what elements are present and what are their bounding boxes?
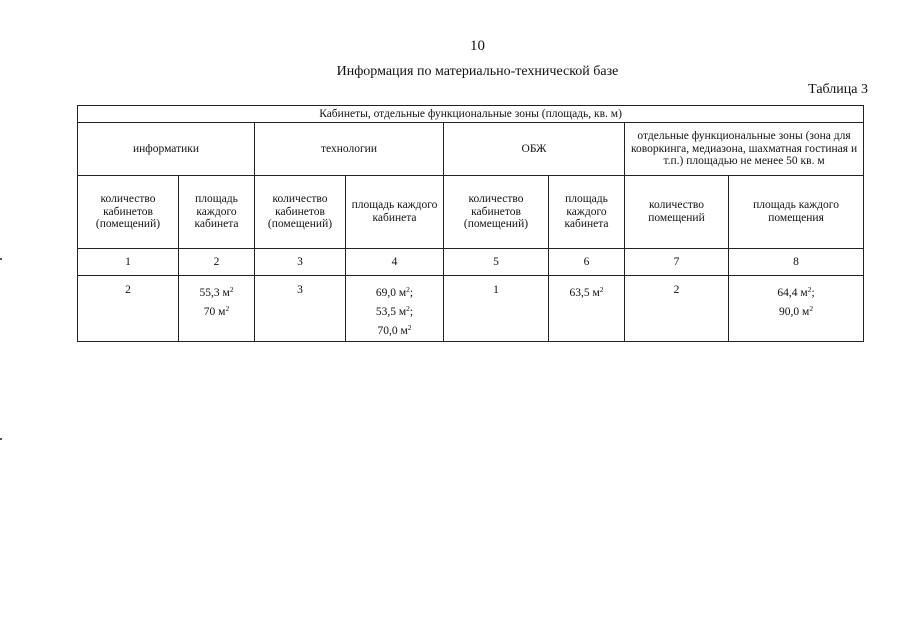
group-header-obzh: ОБЖ [444, 123, 625, 176]
data-cell-zones-area [729, 276, 864, 342]
area-value: 63,5 $м^2$ [569, 285, 604, 299]
data-cell-technology-count: 3 [255, 276, 346, 342]
column-number: 6 [549, 249, 625, 276]
data-cell-informatics-area [179, 276, 255, 342]
subheader-cell: количество кабинетов (помещений) [78, 176, 179, 249]
area-value: 70 $м^2$ [203, 303, 230, 318]
scan-edge-mark [0, 258, 2, 260]
area-value: 55,3 $м^2$ [199, 285, 234, 299]
data-cell-informatics-count: 2 [78, 276, 179, 342]
subheader-cell: площадь каждого кабинета [346, 176, 444, 249]
data-cell-obzh-count: 1 [444, 276, 549, 342]
subheader-cell: площадь каждого помещения [729, 176, 864, 249]
subheader-cell: количество кабинетов (помещений) [444, 176, 549, 249]
data-cell-obzh-area [549, 276, 625, 342]
subheader-cell: количество помещений [625, 176, 729, 249]
column-number: 7 [625, 249, 729, 276]
column-number: 4 [346, 249, 444, 276]
area-value: 90,0 $м^2$ [779, 303, 814, 318]
subheader-cell: площадь каждого кабинета [179, 176, 255, 249]
group-header-informatics: информатики [78, 123, 255, 176]
material-base-table [77, 105, 864, 342]
document-title: Информация по материально-технической базе [336, 64, 619, 79]
column-number: 5 [444, 249, 549, 276]
table-main-header: Кабинеты, отдельные функциональные зоны (площадь, кв. м) [78, 106, 864, 123]
subheader-cell: количество кабинетов (помещений) [255, 176, 346, 249]
column-number: 2 [179, 249, 255, 276]
area-value: 64,4 $м^2$; [777, 285, 815, 299]
table-label: Таблица 3 [808, 82, 868, 97]
column-number: 8 [729, 249, 864, 276]
group-header-functional-zones: отдельные функциональные зоны (зона для коворкинга, медиазона, шахматная гостиная и т.п.) площадью не менее 50 кв. м [625, 123, 864, 176]
column-number: 3 [255, 249, 346, 276]
column-number: 1 [78, 249, 179, 276]
group-header-technology: технологии [255, 123, 444, 176]
area-value: 70,0 $м^2$ [377, 322, 412, 337]
area-value: 53,5 $м^2$; [375, 303, 414, 318]
page-number: 10 [470, 38, 485, 54]
subheader-cell: площадь каждого кабинета [549, 176, 625, 249]
data-cell-technology-area [346, 276, 444, 342]
scan-edge-mark [0, 438, 2, 440]
data-cell-zones-count: 2 [625, 276, 729, 342]
area-value: 69,0 $м^2$; [375, 285, 414, 299]
